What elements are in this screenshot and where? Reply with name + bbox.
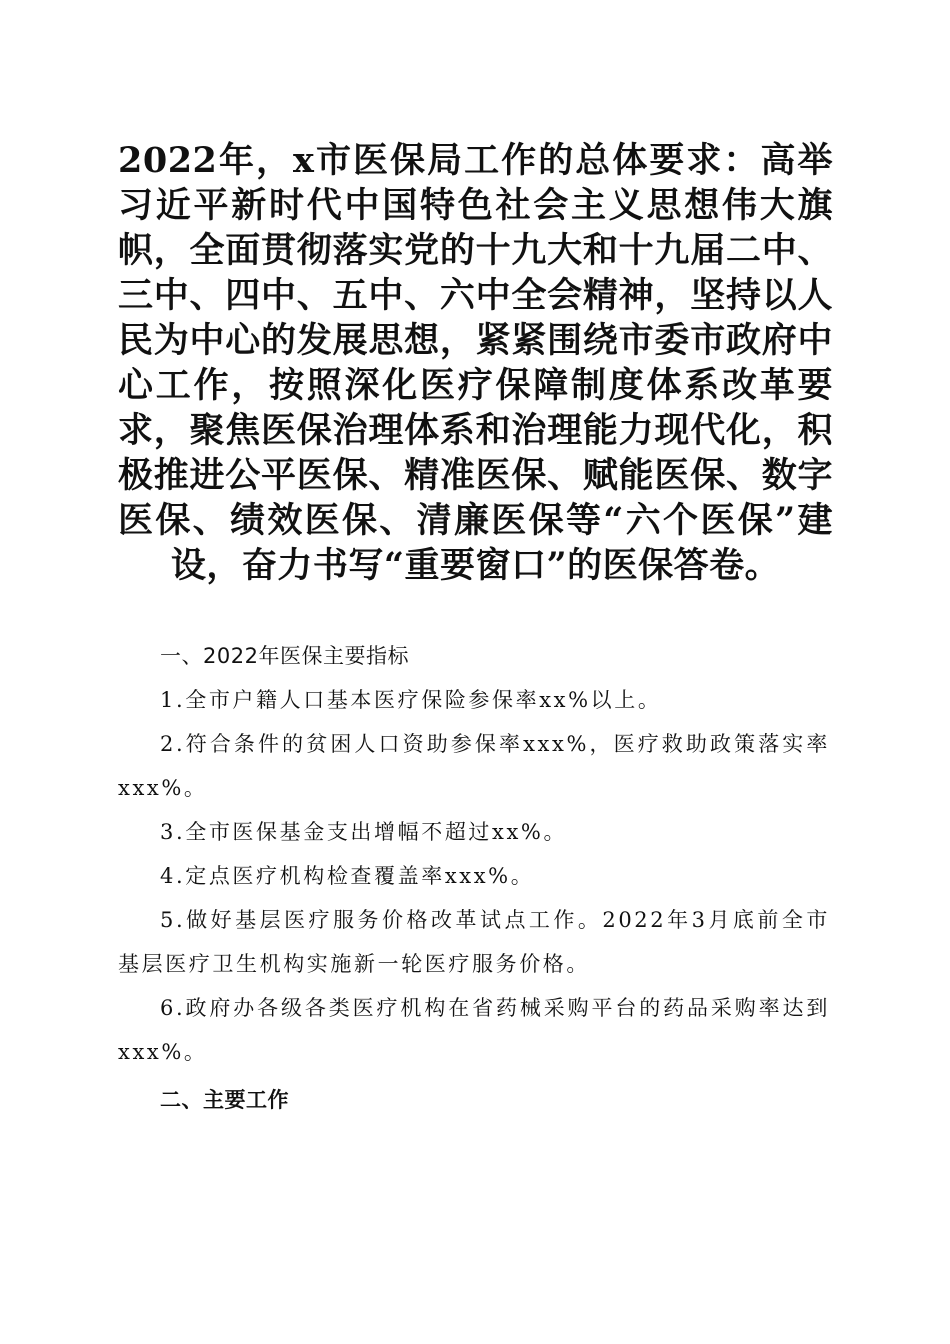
- indicator-item-4: 4.定点医疗机构检查覆盖率xxx%。: [160, 864, 535, 888]
- indicator-item-6: 6.政府办各级各类医疗机构在省药械采购平台的药品采购率达到xxx%。: [118, 996, 830, 1064]
- document-title: 2022年，x市医保局工作的总体要求：高举习近平新时代中国特色社会主义思想伟大旗帜，全面贯彻落实党的十九大和十九届二中、三中、四中、五中、六中全会精神，坚持以人民为中心的发展思想，紧紧围绕市委市政府中心工作，按照深化医疗保障制度体系改革要求，聚焦医保治理体系和治理能力现代化，积极推进公平医保、精准医保、赋能医保、数字医保、绩效医保、清廉医保等“六个医保”建设，奋力书写“重要窗口”的医保答卷。: [118, 140, 833, 586]
- section-2-heading: 二、主要工作: [160, 1088, 289, 1112]
- document-body: [118, 634, 830, 1122]
- indicator-item-3: 3.全市医保基金支出增幅不超过xx%。: [160, 820, 568, 844]
- indicator-item-2: 2.符合条件的贫困人口资助参保率xxx%，医疗救助政策落实率xxx%。: [118, 732, 830, 800]
- indicator-item-1: 1.全市户籍人口基本医疗保险参保率xx%以上。: [160, 688, 662, 712]
- section-1-heading: 一、2022年医保主要指标: [160, 644, 409, 668]
- indicator-item-5: 5.做好基层医疗服务价格改革试点工作。2022年3月底前全市基层医疗卫生机构实施新一轮医疗服务价格。: [118, 908, 830, 976]
